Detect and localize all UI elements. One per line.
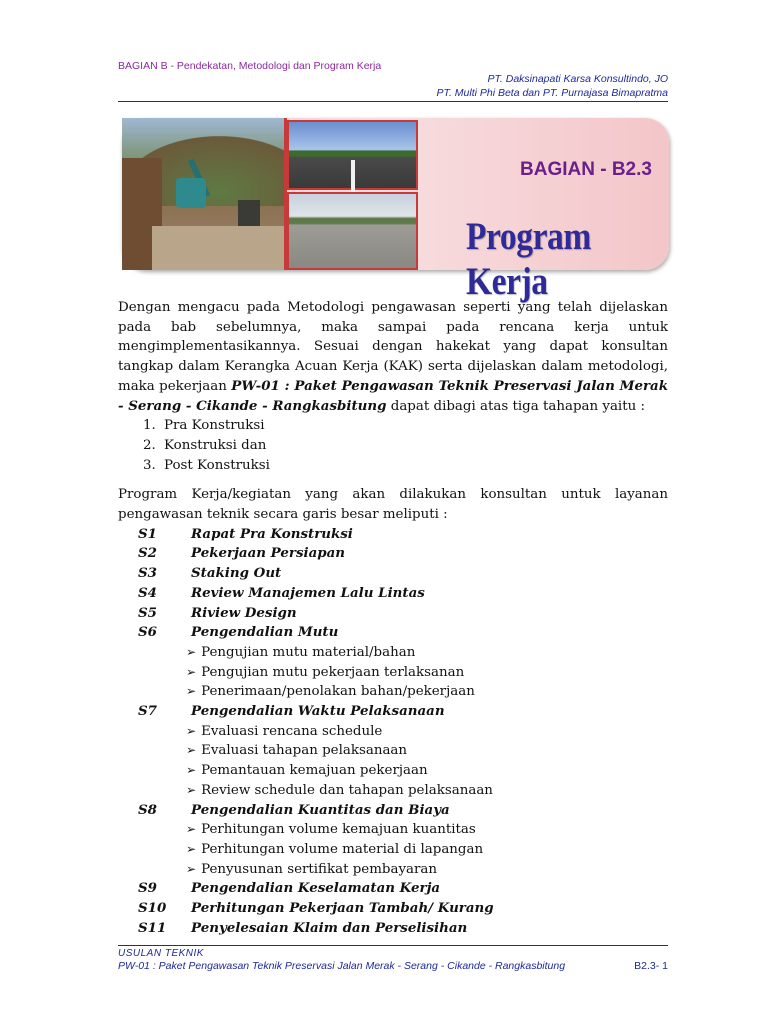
project-name: PW-01 : Paket Pengawasan Teknik Preservasi Jalan Merak - Serang - Cikande - Rangkasbitung xyxy=(118,377,668,414)
program-item xyxy=(118,919,668,939)
sub-item: ➢ Pengujian mutu material/bahan xyxy=(186,643,668,663)
sub-item: ➢ Perhitungan volume kemajuan kuantitas xyxy=(186,820,668,840)
program-item-code: S2 xyxy=(138,545,157,562)
sub-item: ➢ Penerimaan/penolakan bahan/pekerjaan xyxy=(186,682,668,702)
program-item-label: Rapat Pra Konstruksi xyxy=(191,525,353,542)
program-item xyxy=(118,564,668,584)
sub-item: ➢ Evaluasi tahapan pelaksanaan xyxy=(186,741,668,761)
program-item-label: Staking Out xyxy=(191,565,282,582)
program-item-code: S7 xyxy=(138,703,157,720)
header-company xyxy=(436,72,668,100)
sub-item: ➢ Review schedule dan tahapan pelaksanaan xyxy=(186,781,668,801)
program-item-code: S9 xyxy=(138,880,157,897)
sub-item: ➢ Evaluasi rencana schedule xyxy=(186,722,668,742)
road-photo-bottom xyxy=(287,192,418,270)
sub-item: ➢ Penyusunan sertifikat pembayaran xyxy=(186,860,668,880)
program-item xyxy=(118,544,668,564)
program-intro: Program Kerja/kegiatan yang akan dilakukan konsultan untuk layanan pengawasan teknik secara garis besar meliputi : xyxy=(118,487,668,523)
sub-item-list xyxy=(118,722,668,801)
program-item-code: S11 xyxy=(138,919,167,936)
program-item-label: Review Manajemen Lalu Lintas xyxy=(191,584,425,601)
sub-item: ➢ Pengujian mutu pekerjaan terlaksanan xyxy=(186,663,668,683)
program-item-label: Perhitungan Pekerjaan Tambah/ Kurang xyxy=(191,900,494,917)
excavator-photo xyxy=(122,118,284,270)
footer-divider xyxy=(118,945,668,946)
stage-item: 1. Pra Konstruksi xyxy=(160,416,668,436)
program-item-label: Penyelesaian Klaim dan Perselisihan xyxy=(191,919,468,936)
page-number: B2.3- 1 xyxy=(634,960,668,972)
program-item xyxy=(118,879,668,899)
stage-item: 3. Post Konstruksi xyxy=(160,456,668,476)
program-item-code: S5 xyxy=(138,604,157,621)
header-company-line2: PT. Multi Phi Beta dan PT. Purnajasa Bimapratma xyxy=(436,87,668,99)
program-item xyxy=(118,623,668,702)
sub-item: ➢ Perhitungan volume material di lapangan xyxy=(186,840,668,860)
program-item xyxy=(118,604,668,624)
program-item-code: S10 xyxy=(138,900,167,917)
intro-text-after: dapat dibagi atas tiga tahapan yaitu : xyxy=(386,398,645,414)
program-item-list xyxy=(118,525,668,939)
header-company-line1: PT. Daksinapati Karsa Konsultindo, JO xyxy=(487,73,668,85)
intro-paragraph xyxy=(118,298,668,416)
program-item-label: Pengendalian Mutu xyxy=(191,624,339,641)
program-item-label: Riview Design xyxy=(191,604,297,621)
program-item-code: S1 xyxy=(138,525,157,542)
footer-subtitle: PW-01 : Paket Pengawasan Teknik Preservasi Jalan Merak - Serang - Cikande - Rangkasbitung xyxy=(118,960,566,972)
sub-item-list xyxy=(118,643,668,702)
sub-item-list xyxy=(118,820,668,879)
header-divider xyxy=(118,101,668,102)
sub-item: ➢ Pemantauan kemajuan pekerjaan xyxy=(186,761,668,781)
program-item xyxy=(118,584,668,604)
program-item-label: Pengendalian Waktu Pelaksanaan xyxy=(191,703,445,720)
program-item xyxy=(118,801,668,880)
program-item-code: S4 xyxy=(138,584,157,601)
program-item xyxy=(118,702,668,801)
banner-section-label: BAGIAN - B2.3 xyxy=(520,159,652,180)
section-banner xyxy=(122,118,669,303)
stage-item: 2. Konstruksi dan xyxy=(160,436,668,456)
program-item xyxy=(118,899,668,919)
program-item-label: Pengendalian Kuantitas dan Biaya xyxy=(191,801,450,818)
intro-text-before: Dengan mengacu pada Metodologi pengawasan seperti yang telah dijelaskan pada bab sebelumnya, maka sampai pada rencana kerja untuk mengimplementasikannya. Sesuai dengan hakekat yang dapat konsultan tangkap dalam Kerangka Acuan Kerja (KAK) serta dijelaskan dalam metodologi, maka pekerjaan xyxy=(118,300,668,394)
program-item xyxy=(118,525,668,545)
document-body xyxy=(118,298,668,939)
program-item-code: S3 xyxy=(138,565,157,582)
program-item-label: Pekerjaan Persiapan xyxy=(191,545,346,562)
program-item-code: S6 xyxy=(138,624,157,641)
road-photo-top xyxy=(287,120,418,190)
footer-title: USULAN TEKNIK xyxy=(118,948,204,959)
program-item-code: S8 xyxy=(138,801,157,818)
banner-title: Program Kerja xyxy=(466,215,591,303)
program-item-label: Pengendalian Keselamatan Kerja xyxy=(191,880,441,897)
header-section: BAGIAN B - Pendekatan, Metodologi dan Program Kerja xyxy=(118,60,382,72)
stage-list xyxy=(118,416,668,475)
